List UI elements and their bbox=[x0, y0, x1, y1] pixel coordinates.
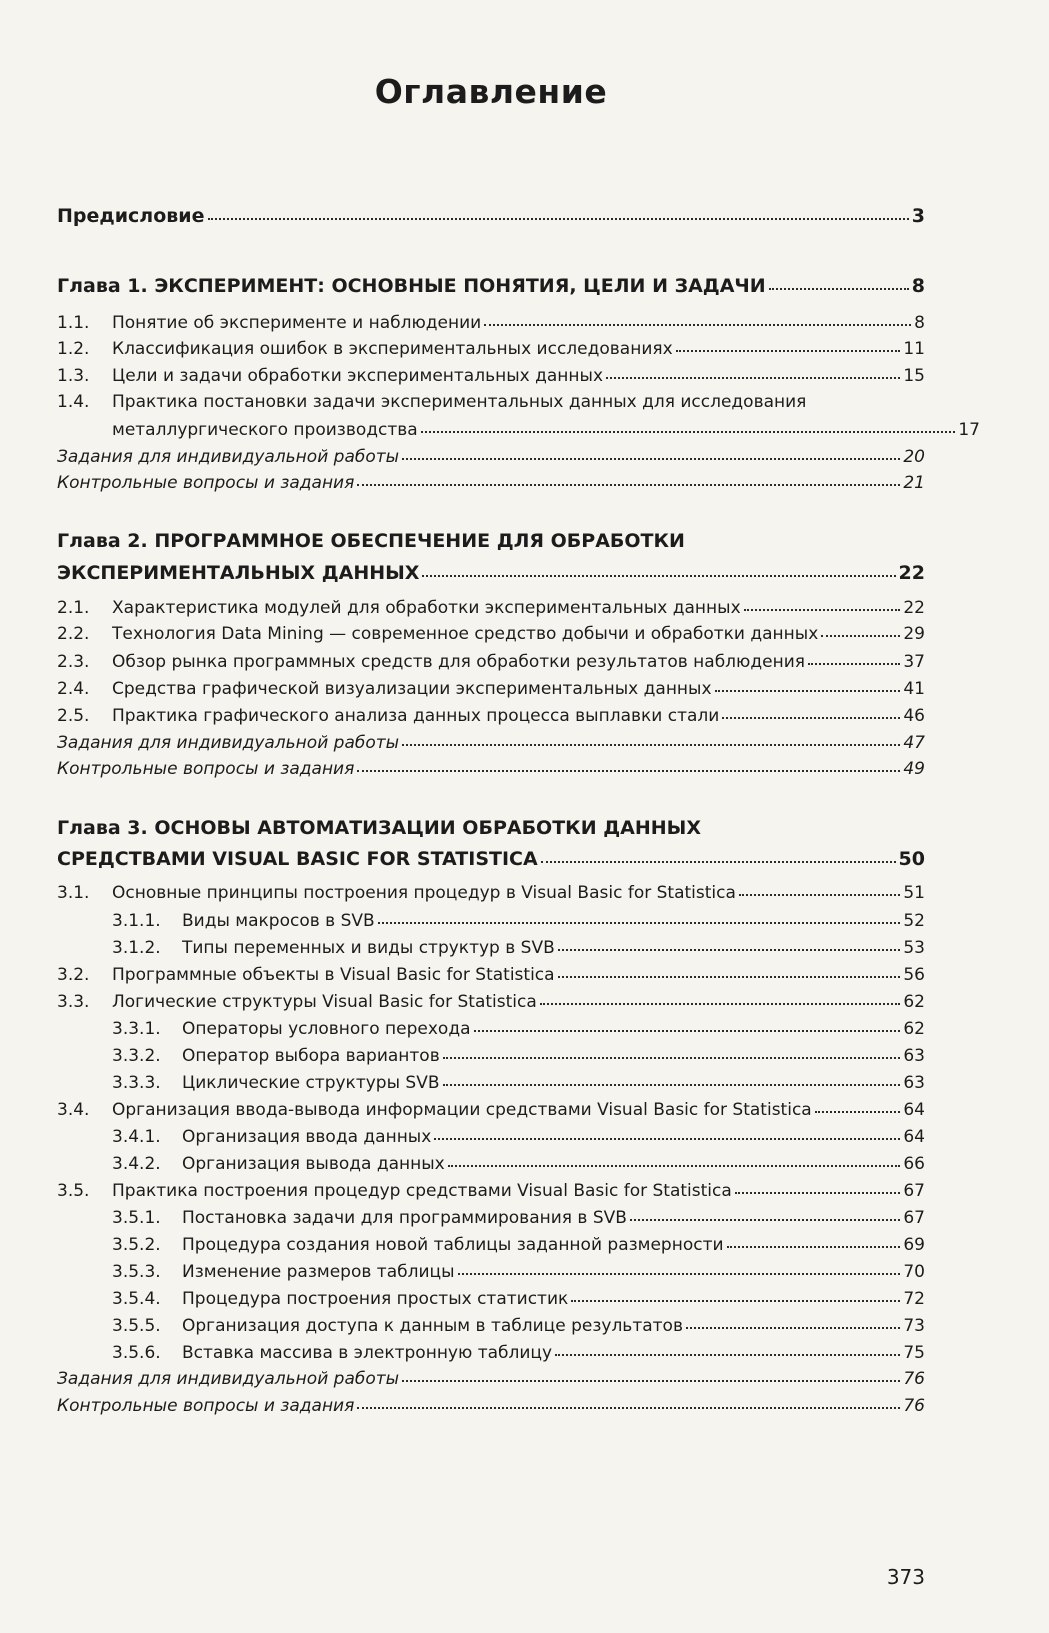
dot-leader bbox=[357, 768, 900, 772]
toc-entry-title: Изменение размеров таблицы bbox=[182, 1262, 455, 1282]
toc-entry bbox=[57, 473, 925, 493]
toc-entry bbox=[57, 759, 925, 779]
dot-leader bbox=[630, 1217, 900, 1221]
toc-entry-number: 3.5. bbox=[57, 1181, 90, 1201]
dot-leader bbox=[357, 1405, 900, 1409]
toc-entry-page: 15 bbox=[903, 366, 925, 386]
toc-entry bbox=[57, 848, 925, 870]
dot-leader bbox=[735, 1190, 901, 1194]
toc-entry bbox=[57, 530, 925, 552]
toc-entry-title: Контрольные вопросы и задания bbox=[57, 759, 355, 779]
toc-entry-page: 63 bbox=[903, 1046, 925, 1066]
toc-entry-number: 3.1.2. bbox=[112, 938, 161, 958]
toc-entry-title: Основные принципы построения процедур в Visual Basic for Statistica bbox=[112, 883, 736, 903]
toc-entry bbox=[57, 733, 925, 753]
toc-entry-title: металлургического производства bbox=[112, 420, 418, 440]
toc-entry bbox=[57, 883, 925, 903]
toc-entry-page: 8 bbox=[911, 275, 925, 297]
toc-entry-title: Типы переменных и виды структур в SVB bbox=[182, 938, 555, 958]
toc-entry bbox=[57, 1289, 925, 1309]
toc-entry-page: 50 bbox=[898, 848, 925, 870]
toc-entry bbox=[57, 1181, 925, 1201]
toc-entry-page: 62 bbox=[903, 1019, 925, 1039]
toc-entry bbox=[57, 1235, 925, 1255]
toc-entry bbox=[57, 1100, 925, 1120]
toc-entry-page: 62 bbox=[903, 992, 925, 1012]
toc-entry bbox=[57, 652, 925, 672]
toc-entry-page: 8 bbox=[914, 313, 925, 333]
toc-entry-title: Обзор рынка программных средств для обработки результатов наблюдения bbox=[112, 652, 805, 672]
toc-entry-title: Постановка задачи для программирования в SVB bbox=[182, 1208, 627, 1228]
toc-entry bbox=[57, 205, 925, 227]
dot-leader bbox=[555, 1352, 900, 1356]
toc-entry-title: Процедура построения простых статистик bbox=[182, 1289, 569, 1309]
dot-leader bbox=[474, 1028, 901, 1032]
toc-entry-title: Классификация ошибок в экспериментальных исследованиях bbox=[112, 339, 673, 359]
toc-entry-number: 3.3.3. bbox=[112, 1073, 161, 1093]
toc-entry bbox=[57, 1127, 925, 1147]
dot-leader bbox=[540, 1001, 901, 1005]
dot-leader bbox=[606, 375, 900, 379]
toc-entry-title: Контрольные вопросы и задания bbox=[57, 1396, 355, 1416]
toc-entry-page: 22 bbox=[898, 562, 925, 584]
toc-entry-number: 3.5.4. bbox=[112, 1289, 161, 1309]
toc-entry-page: 67 bbox=[903, 1181, 925, 1201]
toc-entry-title: Глава 1. ЭКСПЕРИМЕНТ: ОСНОВНЫЕ ПОНЯТИЯ, ЦЕЛИ И ЗАДАЧИ bbox=[57, 275, 766, 297]
toc-entry-number: 1.1. bbox=[57, 313, 90, 333]
toc-entry-title: Задания для индивидуальной работы bbox=[57, 733, 400, 753]
toc-entry bbox=[57, 938, 925, 958]
toc-entry-title: СРЕДСТВАМИ VISUAL BASIC FOR STATISTICA bbox=[57, 848, 538, 870]
toc-entry-number: 3.5.6. bbox=[112, 1343, 161, 1363]
toc-entry-page: 37 bbox=[903, 652, 925, 672]
toc-entry-page: 70 bbox=[903, 1262, 925, 1282]
toc-entry bbox=[57, 679, 925, 699]
toc-entry-number: 3.5.3. bbox=[112, 1262, 161, 1282]
toc-entry bbox=[57, 392, 925, 412]
toc-entry-page: 69 bbox=[903, 1235, 925, 1255]
toc-entry-title: Организация доступа к данным в таблице результатов bbox=[182, 1316, 683, 1336]
dot-leader bbox=[448, 1163, 901, 1167]
dot-leader bbox=[402, 1378, 900, 1382]
toc-entry bbox=[57, 706, 925, 726]
toc-entry bbox=[57, 1262, 925, 1282]
toc-entry-page: 11 bbox=[903, 339, 925, 359]
toc-entry-title: Задания для индивидуальной работы bbox=[57, 1369, 400, 1389]
toc-entry-title: Логические структуры Visual Basic for Statistica bbox=[112, 992, 537, 1012]
toc-entry-title: Организация ввода данных bbox=[182, 1127, 432, 1147]
toc-entry-page: 49 bbox=[903, 759, 925, 779]
toc-entry bbox=[57, 447, 925, 467]
toc-entry-page: 73 bbox=[903, 1316, 925, 1336]
toc-entry-title: Цели и задачи обработки экспериментальных данных bbox=[112, 366, 603, 386]
toc-entry-number: 3.4.1. bbox=[112, 1127, 161, 1147]
toc-entry-page: 56 bbox=[903, 965, 925, 985]
toc-entry-page: 64 bbox=[903, 1127, 925, 1147]
toc-entry-number: 3.4. bbox=[57, 1100, 90, 1120]
toc-entry-number: 2.2. bbox=[57, 624, 90, 644]
toc-entry-title: Понятие об эксперименте и наблюдении bbox=[112, 313, 482, 333]
toc-entry bbox=[57, 339, 925, 359]
toc-entry bbox=[57, 965, 925, 985]
dot-leader bbox=[686, 1325, 900, 1329]
toc-entry-page: 46 bbox=[903, 706, 925, 726]
dot-leader bbox=[744, 607, 901, 611]
dot-leader bbox=[739, 892, 900, 896]
toc-entry bbox=[57, 624, 925, 644]
dot-leader bbox=[208, 216, 909, 220]
toc-entry-page: 63 bbox=[903, 1073, 925, 1093]
toc-entry-page: 72 bbox=[903, 1289, 925, 1309]
toc-entry bbox=[57, 420, 980, 440]
toc-entry bbox=[57, 1046, 925, 1066]
toc-entry-title: Оператор выбора вариантов bbox=[182, 1046, 440, 1066]
toc-entry bbox=[57, 1154, 925, 1174]
toc-entry-number: 1.2. bbox=[57, 339, 90, 359]
dot-leader bbox=[558, 947, 901, 951]
toc-entry bbox=[57, 275, 925, 297]
dot-leader bbox=[458, 1271, 901, 1275]
toc-entry-title: Операторы условного перехода bbox=[182, 1019, 471, 1039]
toc-entry-number: 3.3.2. bbox=[112, 1046, 161, 1066]
toc-entry-number: 3.5.5. bbox=[112, 1316, 161, 1336]
toc-entry-number: 2.4. bbox=[57, 679, 90, 699]
toc-entry-page: 20 bbox=[903, 447, 925, 467]
toc-entry-title: Вставка массива в электронную таблицу bbox=[182, 1343, 553, 1363]
toc-entry-page: 53 bbox=[903, 938, 925, 958]
toc-entry-page: 3 bbox=[911, 205, 925, 227]
toc-entry-title: Виды макросов в SVB bbox=[182, 911, 375, 931]
dot-leader bbox=[815, 1109, 901, 1113]
toc-entry-title: Глава 3. ОСНОВЫ АВТОМАТИЗАЦИИ ОБРАБОТКИ ДАННЫХ bbox=[57, 817, 701, 839]
toc-entry-number: 1.3. bbox=[57, 366, 90, 386]
toc-entry bbox=[57, 817, 925, 839]
dot-leader bbox=[722, 715, 900, 719]
dot-leader bbox=[541, 859, 896, 863]
dot-leader bbox=[484, 322, 911, 326]
dot-leader bbox=[402, 456, 900, 460]
dot-leader bbox=[402, 742, 900, 746]
toc-entry-number: 3.4.2. bbox=[112, 1154, 161, 1174]
dot-leader bbox=[434, 1136, 900, 1140]
toc-entry-page: 17 bbox=[958, 420, 980, 440]
toc-entry-title: Глава 2. ПРОГРАММНОЕ ОБЕСПЕЧЕНИЕ ДЛЯ ОБРАБОТКИ bbox=[57, 530, 685, 552]
toc-entry-number: 1.4. bbox=[57, 392, 90, 412]
toc-entry-title: ЭКСПЕРИМЕНТАЛЬНЫХ ДАННЫХ bbox=[57, 562, 420, 584]
dot-leader bbox=[571, 1298, 900, 1302]
toc-entry bbox=[57, 911, 925, 931]
dot-leader bbox=[727, 1244, 901, 1248]
toc-entry-page: 64 bbox=[903, 1100, 925, 1120]
toc-entry bbox=[57, 366, 925, 386]
dot-leader bbox=[715, 688, 901, 692]
toc-entry-page: 66 bbox=[903, 1154, 925, 1174]
toc-entry-page: 41 bbox=[903, 679, 925, 699]
toc-entry-title: Практика графического анализа данных процесса выплавки стали bbox=[112, 706, 720, 726]
toc-entry-number: 3.1. bbox=[57, 883, 90, 903]
toc-entry-title: Предисловие bbox=[57, 205, 205, 227]
toc-entry-title: Программные объекты в Visual Basic for Statistica bbox=[112, 965, 555, 985]
toc-entry bbox=[57, 1396, 925, 1416]
toc-entry-number: 2.3. bbox=[57, 652, 90, 672]
dot-leader bbox=[421, 429, 956, 433]
page-title: Оглавление bbox=[374, 72, 608, 111]
toc-entry-title: Практика построения процедур средствами Visual Basic for Statistica bbox=[112, 1181, 732, 1201]
dot-leader bbox=[378, 920, 901, 924]
toc-entry-page: 67 bbox=[903, 1208, 925, 1228]
dot-leader bbox=[443, 1055, 901, 1059]
toc-entry-page: 76 bbox=[903, 1369, 925, 1389]
toc-entry-title: Организация ввода-вывода информации средствами Visual Basic for Statistica bbox=[112, 1100, 812, 1120]
page-number: 373 bbox=[886, 1565, 925, 1589]
toc-entry bbox=[57, 313, 925, 333]
toc-entry bbox=[57, 992, 925, 1012]
toc-entry-number: 3.3.1. bbox=[112, 1019, 161, 1039]
toc-entry-title: Практика постановки задачи экспериментальных данных для исследования bbox=[112, 392, 807, 412]
toc-entry-title: Характеристика модулей для обработки экспериментальных данных bbox=[112, 598, 741, 618]
toc-entry-title: Технология Data Mining — современное средство добычи и обработки данных bbox=[112, 624, 819, 644]
toc-entry-title: Контрольные вопросы и задания bbox=[57, 473, 355, 493]
dot-leader bbox=[357, 482, 900, 486]
toc-entry-page: 21 bbox=[903, 473, 925, 493]
toc-entry-page: 47 bbox=[903, 733, 925, 753]
toc-entry-page: 51 bbox=[903, 883, 925, 903]
toc-entry-page: 52 bbox=[903, 911, 925, 931]
toc-entry-title: Организация вывода данных bbox=[182, 1154, 445, 1174]
toc-entry bbox=[57, 562, 925, 584]
dot-leader bbox=[808, 661, 900, 665]
toc-entry-number: 2.1. bbox=[57, 598, 90, 618]
toc-entry-number: 3.5.2. bbox=[112, 1235, 161, 1255]
toc-entry bbox=[57, 598, 925, 618]
toc-entry-number: 3.2. bbox=[57, 965, 90, 985]
toc-entry-number: 3.5.1. bbox=[112, 1208, 161, 1228]
toc-entry bbox=[57, 1369, 925, 1389]
toc-entry-page: 22 bbox=[903, 598, 925, 618]
dot-leader bbox=[558, 974, 901, 978]
toc-entry-number: 3.1.1. bbox=[112, 911, 161, 931]
toc-entry bbox=[57, 1343, 925, 1363]
toc-entry-title: Задания для индивидуальной работы bbox=[57, 447, 400, 467]
toc-entry bbox=[57, 1316, 925, 1336]
toc-entry-number: 2.5. bbox=[57, 706, 90, 726]
toc-entry-page: 75 bbox=[903, 1343, 925, 1363]
dot-leader bbox=[676, 348, 901, 352]
dot-leader bbox=[422, 573, 895, 577]
dot-leader bbox=[443, 1082, 901, 1086]
dot-leader bbox=[769, 286, 909, 290]
toc-entry-page: 29 bbox=[903, 624, 925, 644]
toc-entry-title: Циклические структуры SVB bbox=[182, 1073, 440, 1093]
dot-leader bbox=[821, 633, 900, 637]
toc-entry bbox=[57, 1208, 925, 1228]
toc-entry-number: 3.3. bbox=[57, 992, 90, 1012]
toc-entry bbox=[57, 1019, 925, 1039]
toc-entry-page: 76 bbox=[903, 1396, 925, 1416]
toc-entry bbox=[57, 1073, 925, 1093]
toc-entry-title: Средства графической визуализации экспериментальных данных bbox=[112, 679, 712, 699]
toc-entry-title: Процедура создания новой таблицы заданной размерности bbox=[182, 1235, 724, 1255]
